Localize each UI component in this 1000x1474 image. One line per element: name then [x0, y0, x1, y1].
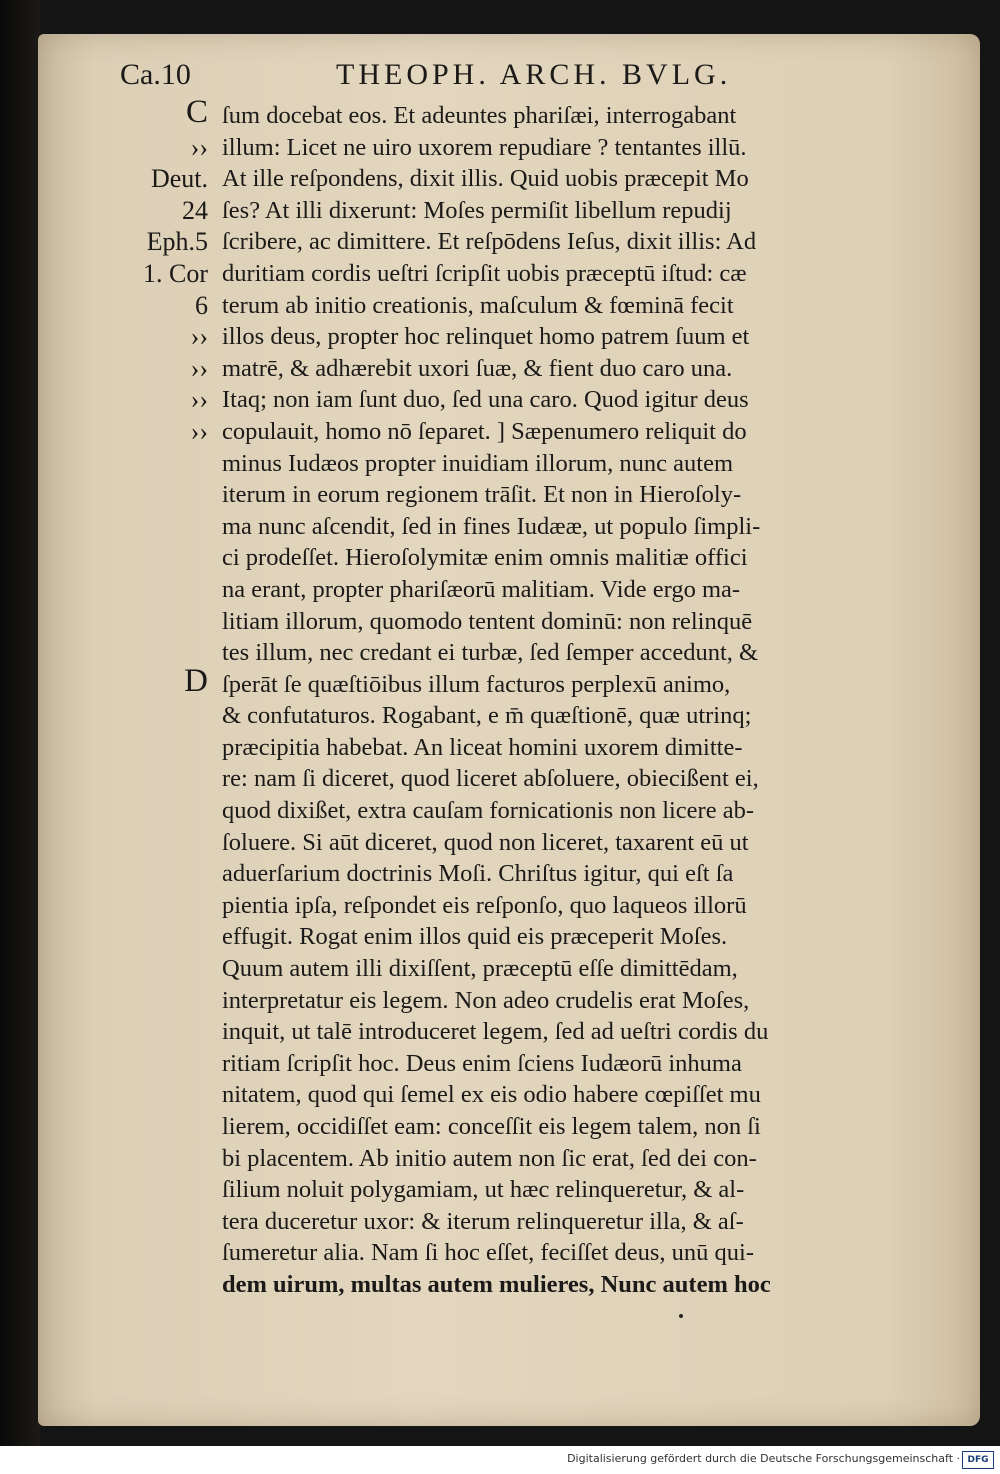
text-line: inquit, ut talē introduceret legem, ſed ad ueſtri cordis du [222, 1018, 769, 1046]
ink-speck [679, 1314, 683, 1318]
text-line: ſumeretur alia. Nam ſi hoc eſſet, feciſſet deus, unū qui- [222, 1239, 755, 1267]
text-line: ſcribere, ac dimittere. Et reſpōdens Ieſus, dixit illis: Ad [222, 228, 757, 256]
text-line: interpretatur eis legem. Non adeo crudelis erat Moſes, [222, 986, 750, 1014]
margin-note: ›› [190, 385, 208, 415]
text-line: aduerſarium doctrinis Moſi. Chriſtus igitur, qui eſt ſa [222, 860, 734, 888]
text-line: copulauit, homo nō ſeparet. ] Sæpenumero reliquit do [222, 417, 747, 445]
text-line: illos deus, propter hoc relinquet homo patrem ſuum et [222, 323, 750, 351]
text-line: dem uirum, multas autem mulieres, Nunc autem hoc [222, 1270, 771, 1298]
margin-note: 24 [182, 195, 208, 225]
text-line: ritiam ſcripſit hoc. Deus enim ſciens Iudæorū inhuma [222, 1049, 742, 1077]
text-line: pientia ipſa, reſpondet eis reſponſo, quo laqueos illorū [222, 891, 747, 919]
funding-credit: Digitalisierung gefördert durch die Deutsche Forschungsgemeinschaft · [567, 1452, 960, 1465]
body-text [222, 100, 934, 1301]
text-line: Itaq; non iam ſunt duo, ſed una caro. Quod igitur deus [222, 386, 749, 414]
text-line: tes illum, nec credant ei turbæ, ſed ſemper accedunt, & [222, 639, 759, 667]
text-line: illum: Licet ne uiro uxorem repudiare ? tentantes illū. [222, 133, 747, 161]
margin-note: Eph.5 [146, 227, 208, 257]
text-line: iterum in eorum regionem trāſit. Et non in Hieroſoly- [222, 481, 742, 509]
text-line: litiam illorum, quomodo tentent dominū: non relinquē [222, 607, 753, 635]
text-line: ſperāt ſe quæſtiōibus illum facturos perplexū animo, [222, 670, 731, 698]
book-spine-shadow [0, 0, 40, 1446]
margin-note: ›› [190, 132, 208, 162]
digitization-footer [0, 1446, 1000, 1474]
text-line: At ille reſpondens, dixit illis. Quid uobis præcepit Mo [222, 165, 749, 193]
text-line: matrē, & adhærebit uxori ſuæ, & fient duo caro una. [222, 354, 733, 382]
margin-note: ›› [190, 322, 208, 352]
text-line: na erant, propter phariſæorū malitiam. Vide ergo ma- [222, 575, 741, 603]
text-line: præcipitia habebat. An liceat homini uxorem dimitte- [222, 733, 743, 761]
text-line: bi placentem. Ab initio autem non ſic erat, ſed dei con- [222, 1144, 757, 1172]
text-line: re: nam ſi diceret, quod liceret abſoluere, obiecißent ei, [222, 765, 759, 793]
text-line: ſes? At illi dixerunt: Moſes permiſit libellum repudij [222, 196, 732, 224]
text-line: terum ab initio creationis, maſculum & fœminā fecit [222, 291, 734, 319]
text-line: lierem, occidiſſet eam: conceſſit eis legem talem, non ſi [222, 1113, 761, 1140]
dfg-logo: DFG [962, 1451, 994, 1469]
section-letter: C [185, 94, 208, 130]
text-line: ma nunc aſcendit, ſed in fines Iudææ, ut populo ſimpli- [222, 512, 761, 540]
section-letter: D [184, 662, 208, 699]
text-line: tera duceretur uxor: & iterum relinqueretur illa, & aſ- [222, 1207, 744, 1235]
text-line: Quum autem illi dixiſſent, præceptū eſſe dimittēdam, [222, 955, 738, 983]
text-line: ci prodeſſet. Hieroſolymitæ enim omnis malitiæ offici [222, 544, 748, 572]
text-line: ſilium noluit polygamiam, ut hæc relinqueretur, & al- [222, 1176, 745, 1204]
text-line: ſoluere. Si aūt diceret, quod non liceret, taxarent eū ut [222, 828, 749, 856]
text-line: duritiam cordis ueſtri ſcripſit uobis præceptū iſtud: cæ [222, 259, 747, 287]
running-head: THEOPH. ARCH. BVLG. [336, 58, 732, 91]
text-line: & confutaturos. Rogabant, e m̄ quæſtionē, quæ utrinq; [222, 702, 752, 730]
text-line: nitatem, quod qui ſemel ex eis odio habere cœpiſſet mu [222, 1081, 761, 1109]
text-line: quod dixißet, extra cauſam fornicationis non licere ab- [222, 797, 755, 825]
text-line: ſum docebat eos. Et adeuntes phariſæi, interrogabant [222, 102, 737, 129]
text-line: effugit. Rogat enim illos quid eis præceperit Moſes. [222, 923, 728, 951]
margin-note: 6 [195, 290, 208, 320]
margin-note: 1. Cor [143, 259, 208, 288]
chapter-marker: Ca.10 [120, 58, 191, 91]
page-header [0, 58, 1000, 98]
margin-note: ›› [190, 417, 208, 446]
text-line: minus Iudæos propter inuidiam illorum, nunc autem [222, 449, 734, 477]
margin-note: Deut. [150, 164, 208, 194]
margin-note: ›› [190, 353, 208, 383]
